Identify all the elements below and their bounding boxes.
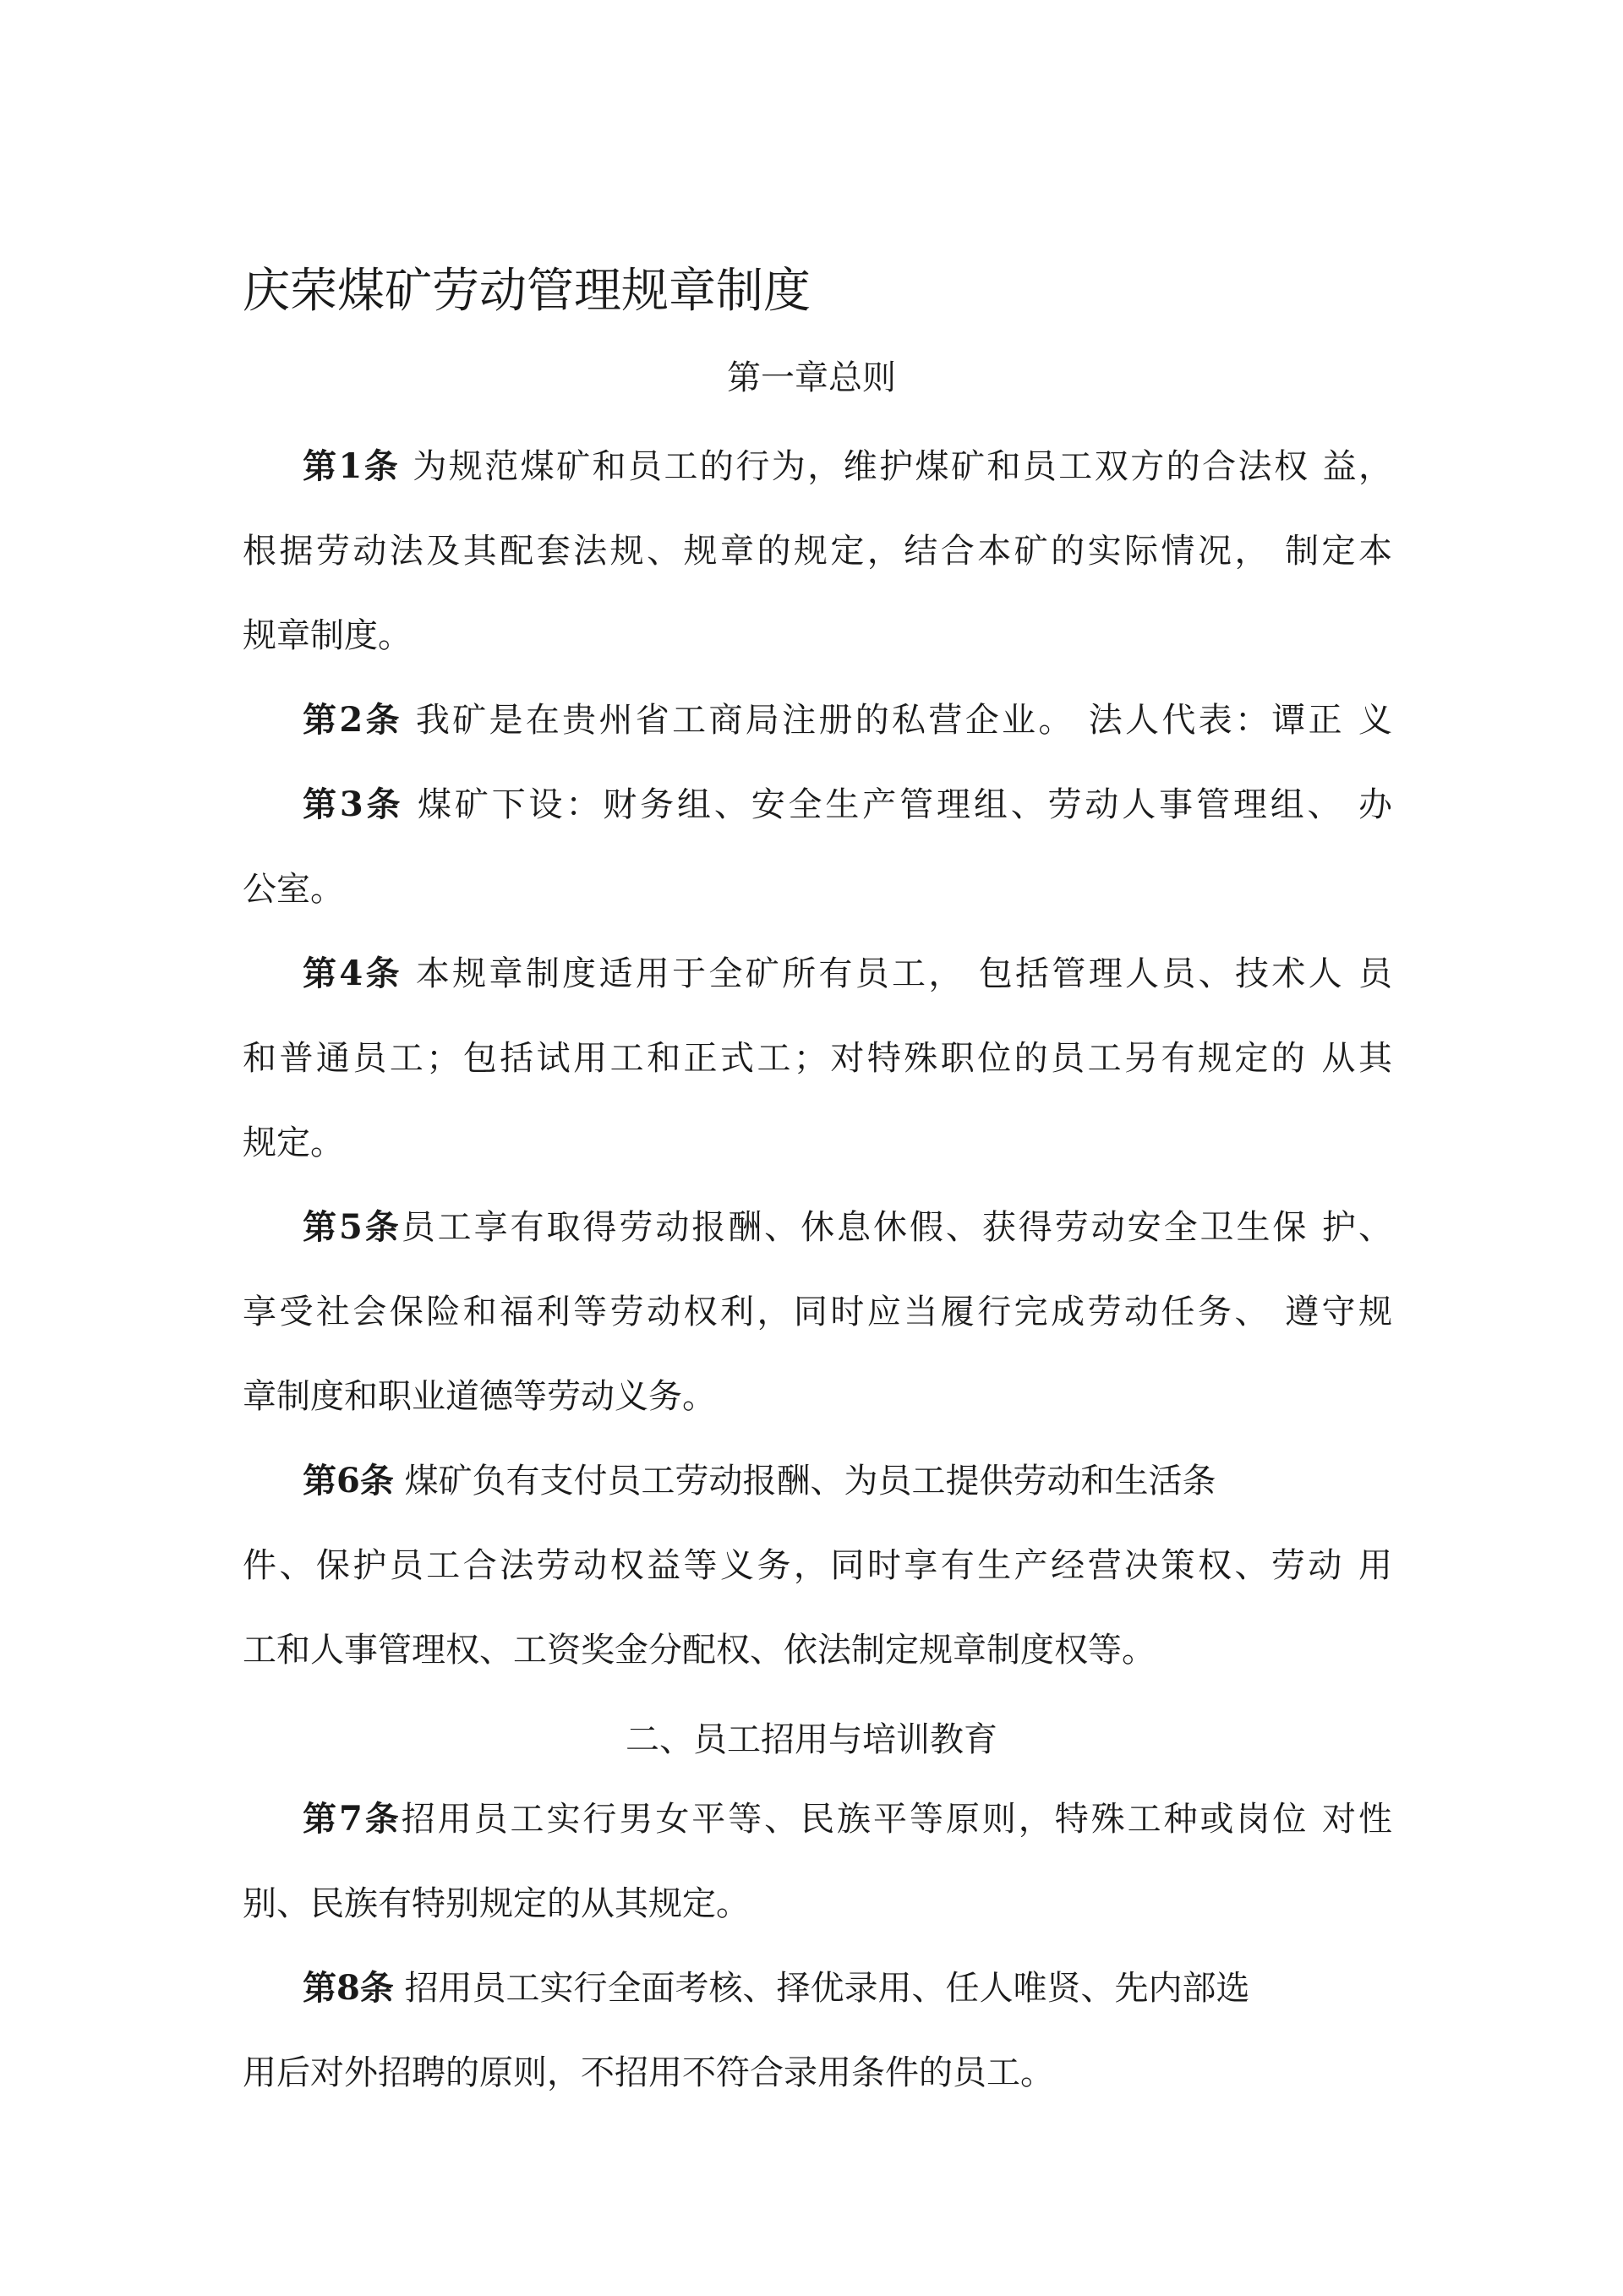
article-2-number: 第2条 (303, 700, 402, 740)
article-6-number: 第6条 (303, 1461, 394, 1501)
article-7-line-1 (303, 1794, 1392, 1845)
article-2-text-1: 我矿是在贵州省工商局注册的私营企业。 法人代表：谭正 义 (415, 701, 1392, 740)
chapter-1-heading: 第一章总则 (727, 358, 896, 397)
article-6-line-2: 件、保护员工合法劳动权益等义务，同时享有生产经营决策权、劳动 用 (243, 1546, 1392, 1585)
article-8-number: 第8条 (303, 1968, 394, 2008)
chapter-2-heading: 二、员工招用与培训教育 (626, 1720, 997, 1759)
article-6-line-3: 工和人事管理权、工资奖金分配权、依法制定规章制度权等。 (243, 1631, 1156, 1670)
article-5-line-2: 享受社会保险和福利等劳动权利，同时应当履行完成劳动任务、 遵守规 (243, 1293, 1392, 1331)
article-1-line-2: 根据劳动法及其配套法规、规章的规定，结合本矿的实际情况， 制定本 (243, 532, 1392, 571)
article-5-text-1: 员工享有取得劳动报酬、休息休假、获得劳动安全卫生保 护、 (401, 1208, 1392, 1247)
article-8-line-1 (303, 1963, 1392, 2014)
article-1-text-1: 为规范煤矿和员工的行为，维护煤矿和员工双方的合法权 益， (413, 447, 1393, 486)
article-3-line-2: 公室。 (243, 870, 344, 909)
article-5-line-1 (303, 1202, 1392, 1253)
article-1-line-3: 规章制度。 (243, 616, 412, 655)
article-4-text-1: 本规章制度适用于全矿所有员工， 包括管理人员、技术人 员 (415, 954, 1392, 993)
article-3-number: 第3条 (303, 784, 404, 824)
article-6-line-1 (303, 1456, 1392, 1506)
article-4-line-1 (303, 948, 1392, 999)
article-3-text-1: 煤矿下设：财务组、安全生产管理组、劳动人事管理组、 办 (417, 785, 1392, 824)
article-6-text-1: 煤矿负有支付员工劳动报酬、为员工提供劳动和生活条 (404, 1462, 1216, 1501)
article-5-number: 第5条 (303, 1207, 402, 1247)
article-1-line-1 (303, 441, 1392, 492)
article-1-number: 第1条 (303, 446, 401, 486)
article-4-line-2: 和普通员工；包括试用工和正式工；对特殊职位的员工另有规定的 从其 (243, 1039, 1392, 1078)
article-7-number: 第7条 (303, 1799, 402, 1839)
article-2-line-1 (303, 695, 1392, 746)
article-5-line-3: 章制度和职业道德等劳动义务。 (243, 1377, 716, 1416)
article-8-line-2: 用后对外招聘的原则，不招用不符合录用条件的员工。 (243, 2053, 1054, 2092)
article-8-text-1: 招用员工实行全面考核、择优录用、任人唯贤、先内部选 (404, 1969, 1250, 2008)
article-7-text-1: 招用员工实行男女平等、民族平等原则，特殊工种或岗位 对性 (401, 1800, 1392, 1839)
article-4-number: 第4条 (303, 954, 402, 993)
document-title: 庆荣煤矿劳动管理规章制度 (243, 264, 811, 319)
article-4-line-3: 规定。 (243, 1123, 344, 1162)
article-3-line-1 (303, 779, 1392, 830)
article-7-line-2: 别、民族有特别规定的从其规定。 (243, 1884, 750, 1923)
